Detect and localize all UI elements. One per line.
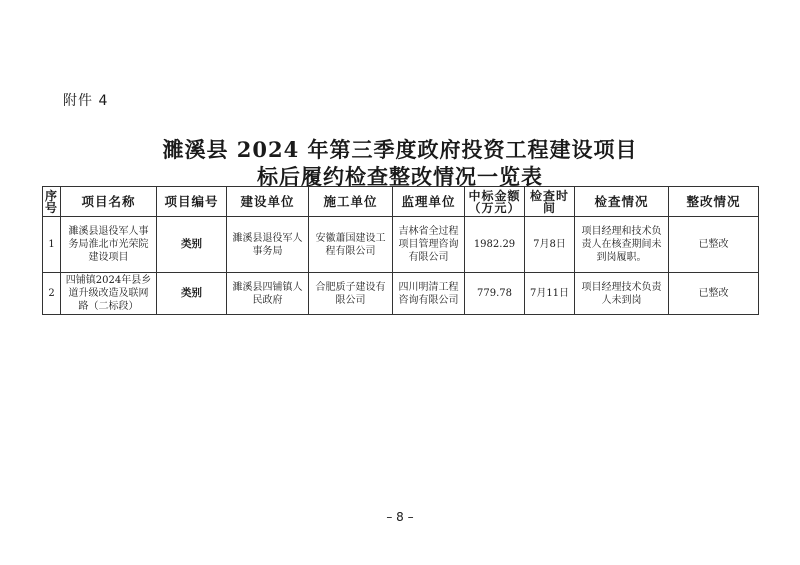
cell-project-name: 濉溪县退役军人事务局淮北市光荣院建设项目 [61,217,157,273]
header-project-name: 项目名称 [61,187,157,217]
document-title-line-1: 濉溪县 2024 年第三季度政府投资工程建设项目 [162,137,638,162]
header-contractor: 施工单位 [309,187,393,217]
cell-project-name: 四铺镇2024年县乡道升级改造及联网路（二标段） [61,273,157,315]
cell-contractor: 合肥质子建设有限公司 [309,273,393,315]
cell-seq: 2 [43,273,61,315]
cell-seq: 1 [43,217,61,273]
header-status: 整改情况 [669,187,759,217]
cell-date: 7月11日 [525,273,575,315]
table-row [43,273,759,315]
cell-builder: 濉溪县四铺镇人民政府 [227,273,309,315]
header-amount: 中标金额（万元） [465,187,525,217]
cell-supervisor: 四川明清工程咨询有限公司 [393,273,465,315]
page-number: – 8 – [386,510,414,524]
table-header-row [43,187,759,217]
cell-status: 已整改 [669,217,759,273]
inspection-table [42,186,759,315]
cell-finding: 项目经理技术负责人未到岗 [575,273,669,315]
cell-amount: 1982.29 [465,217,525,273]
cell-finding: 项目经理和技术负责人在核查期间未到岗履职。 [575,217,669,273]
annex-label: 附件 4 [63,93,109,109]
table-row [43,217,759,273]
cell-builder: 濉溪县退役军人事务局 [227,217,309,273]
cell-project-code: 类别 [157,217,227,273]
cell-status: 已整改 [669,273,759,315]
cell-amount: 779.78 [465,273,525,315]
header-seq: 序号 [43,187,61,217]
cell-project-code: 类别 [157,273,227,315]
header-supervisor: 监理单位 [393,187,465,217]
header-finding: 检查情况 [575,187,669,217]
header-project-code: 项目编号 [157,187,227,217]
header-date: 检查时间 [525,187,575,217]
cell-supervisor: 吉林省全过程项目管理咨询有限公司 [393,217,465,273]
cell-date: 7月8日 [525,217,575,273]
header-builder: 建设单位 [227,187,309,217]
cell-contractor: 安徽蕭国建设工程有限公司 [309,217,393,273]
document-title-line-2: 标后履约检查整改情况一览表 [257,164,543,189]
